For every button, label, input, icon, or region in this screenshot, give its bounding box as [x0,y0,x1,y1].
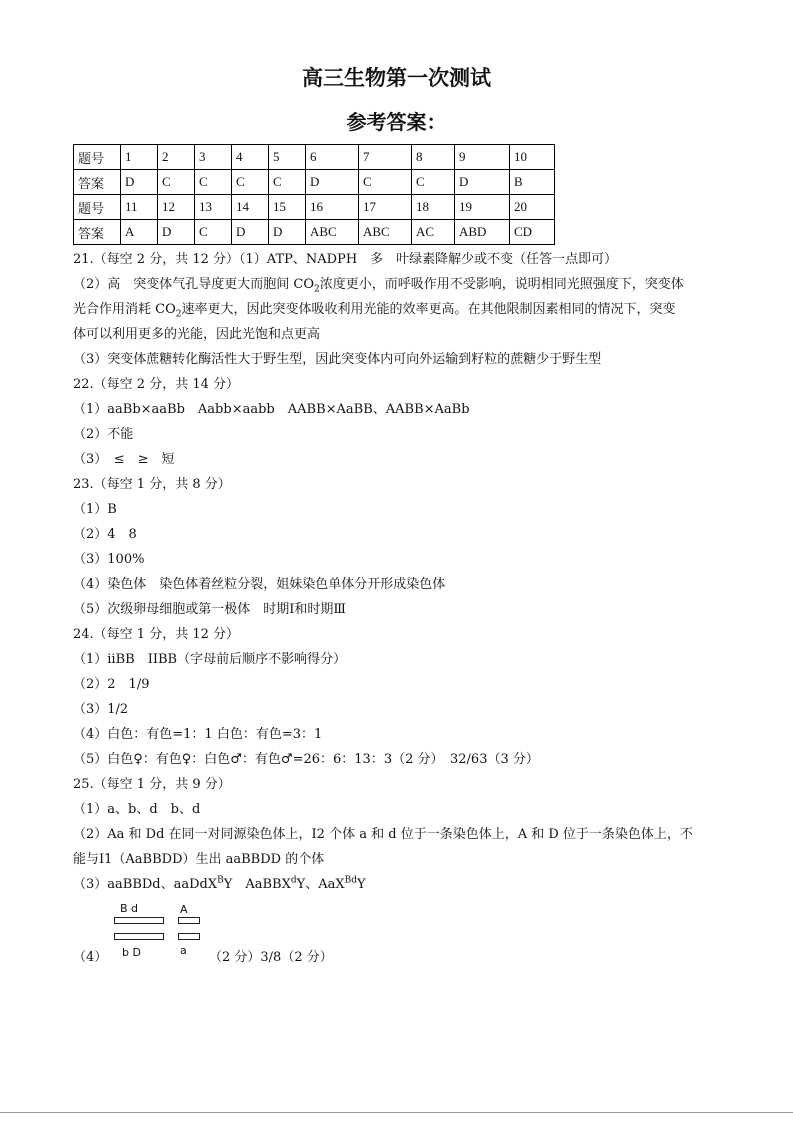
q25-part1: （1）a、b、d b、d [73,802,201,817]
answer-table-cell: 4 [232,145,269,170]
q21-part2-line1: （2）高 突变体气孔导度更大而胞间 $CO_2$浓度更小，而呼吸作用不受影响，说明相同光照强度下，突变体 [73,277,684,295]
answer-table-cell: AC [412,220,455,245]
answer-table-cell: ABC [306,220,359,245]
answer-table-cell: 11 [121,195,158,220]
answer-table-cell: ABC [359,220,412,245]
q23-part1: （1）B [73,502,117,517]
q23-part2: （2）4 8 [73,527,137,542]
answer-table-cell: C [269,170,306,195]
answer-table-cell: 8 [412,145,455,170]
q24-heading: 24.（每空 1 分，共 12 分） [73,627,240,642]
q21-part2-line3: 体可以利用更多的光能，因此光饱和点更高 [73,327,321,342]
chromosome-diagram [112,902,212,962]
answer-table-cell: 7 [359,145,412,170]
answer-table-cell: C [412,170,455,195]
chromosome-bar-left-bottom [114,933,164,940]
q22-part2: （2）不能 [73,427,134,442]
answer-table-row-label: 答案 [74,170,121,195]
answer-table [73,144,555,245]
q22-part1: （1）aaBb×aaBb Aabb×aabb AABB×AaBB、AABB×AaBb [73,402,470,417]
q24-part1: （1）iiBB IIBB（字母前后顺序不影响得分） [73,652,347,667]
answer-table-row [74,170,555,195]
answer-table-cell: 1 [121,145,158,170]
q22-part3: （3） ≤ ≥ 短 [73,452,175,467]
answer-table-cell: 12 [158,195,195,220]
q24-part3: （3）1/2 [73,702,129,717]
page-subtitle: 参考答案： [346,110,447,134]
page-bottom-rule [0,1112,793,1113]
answer-table-row-label: 答案 [74,220,121,245]
answer-table-row-label: 题号 [74,195,121,220]
chromosome-label-bottom-left: b D [122,946,141,959]
answer-table-cell: 6 [306,145,359,170]
answer-table-cell: 18 [412,195,455,220]
answer-table-cell: D [306,170,359,195]
answer-table-cell: C [195,220,232,245]
q24-part4: （4）白色：有色=1：1 白色：有色=3：1 [73,727,323,742]
answer-table-cell: 20 [510,195,555,220]
q24-part5: （5）白色♀：有色♀：白色♂：有色♂=26：6：13：3（2 分） 32/63（3 分） [73,752,539,767]
q21-part3: （3）突变体蔗糖转化酶活性大于野生型，因此突变体内可向外运输到籽粒的蔗糖少于野生型 [73,352,602,367]
answer-table-cell: C [195,170,232,195]
answer-table-cell: C [232,170,269,195]
q23-part3: （3）100% [73,552,145,567]
answer-table-cell: 19 [455,195,510,220]
answer-table-cell: CD [510,220,555,245]
q25-heading: 25.（每空 1 分，共 9 分） [73,777,231,792]
answer-table-cell: C [158,170,195,195]
answer-table-cell: 15 [269,195,306,220]
q24-part2: （2）2 1/9 [73,677,150,692]
q25-part3: （3）aaBBDd、aaDdX$^B$Y AaBBX$^d$Y、AaX$^{Bd}$Y [73,875,366,892]
q25-part4-score: （2 分）3/8（2 分） [209,950,333,965]
answer-table-cell: D [455,170,510,195]
q23-heading: 23.（每空 1 分，共 8 分） [73,477,231,492]
answer-table-cell: D [158,220,195,245]
q23-part4: （4）染色体 染色体着丝粒分裂，姐妹染色单体分开形成染色体 [73,577,446,592]
answer-table-row [74,220,555,245]
answer-table-cell: D [121,170,158,195]
q23-part5: （5）次级卵母细胞或第一极体 时期Ⅰ和时期Ⅲ [73,602,346,617]
chromosome-bar-right-bottom [178,933,200,940]
answer-table-cell: ABD [455,220,510,245]
q25-part2-line2: 能与Ⅰ1（AaBBDD）生出 aaBBDD 的个体 [73,852,325,867]
q21-part2-line2: 光合作用消耗 $CO_2$速率更大，因此突变体吸收利用光能的效率更高。在其他限制因素相同的情况下，突变 [73,302,676,320]
answer-table-cell: D [232,220,269,245]
answer-table-cell: A [121,220,158,245]
answer-table-cell: 5 [269,145,306,170]
answer-table-cell: 2 [158,145,195,170]
answer-table-row [74,195,555,220]
answer-table-row-label: 题号 [74,145,121,170]
chromosome-bar-left-top [114,917,164,924]
chromosome-bar-right-top [178,917,200,924]
answer-table-cell: 10 [510,145,555,170]
q25-part2-line1: （2）Aa 和 Dd 在同一对同源染色体上，Ⅰ2 个体 a 和 d 位于一条染色体上，A 和 D 位于一条染色体上，不 [73,827,693,842]
answer-table-cell: 13 [195,195,232,220]
chromosome-label-top-right: A [180,903,188,916]
page-title: 高三生物第一次测试 [302,65,491,90]
answer-table-cell: 16 [306,195,359,220]
q21-heading: 21.（每空 2 分，共 12 分）（1）ATP、NADPH 多 叶绿素降解少或不变（任答一点即可） [73,252,618,267]
q22-heading: 22.（每空 2 分，共 14 分） [73,377,240,392]
answer-table-cell: B [510,170,555,195]
chromosome-label-bottom-right: a [180,944,187,957]
answer-table-cell: C [359,170,412,195]
chromosome-label-top-left: B d [120,902,139,915]
answer-table-row [74,145,555,170]
answer-table-cell: 9 [455,145,510,170]
answer-table-cell: 14 [232,195,269,220]
q25-part4-label: （4） [73,950,108,965]
answer-table-cell: D [269,220,306,245]
answer-table-cell: 3 [195,145,232,170]
answer-table-cell: 17 [359,195,412,220]
